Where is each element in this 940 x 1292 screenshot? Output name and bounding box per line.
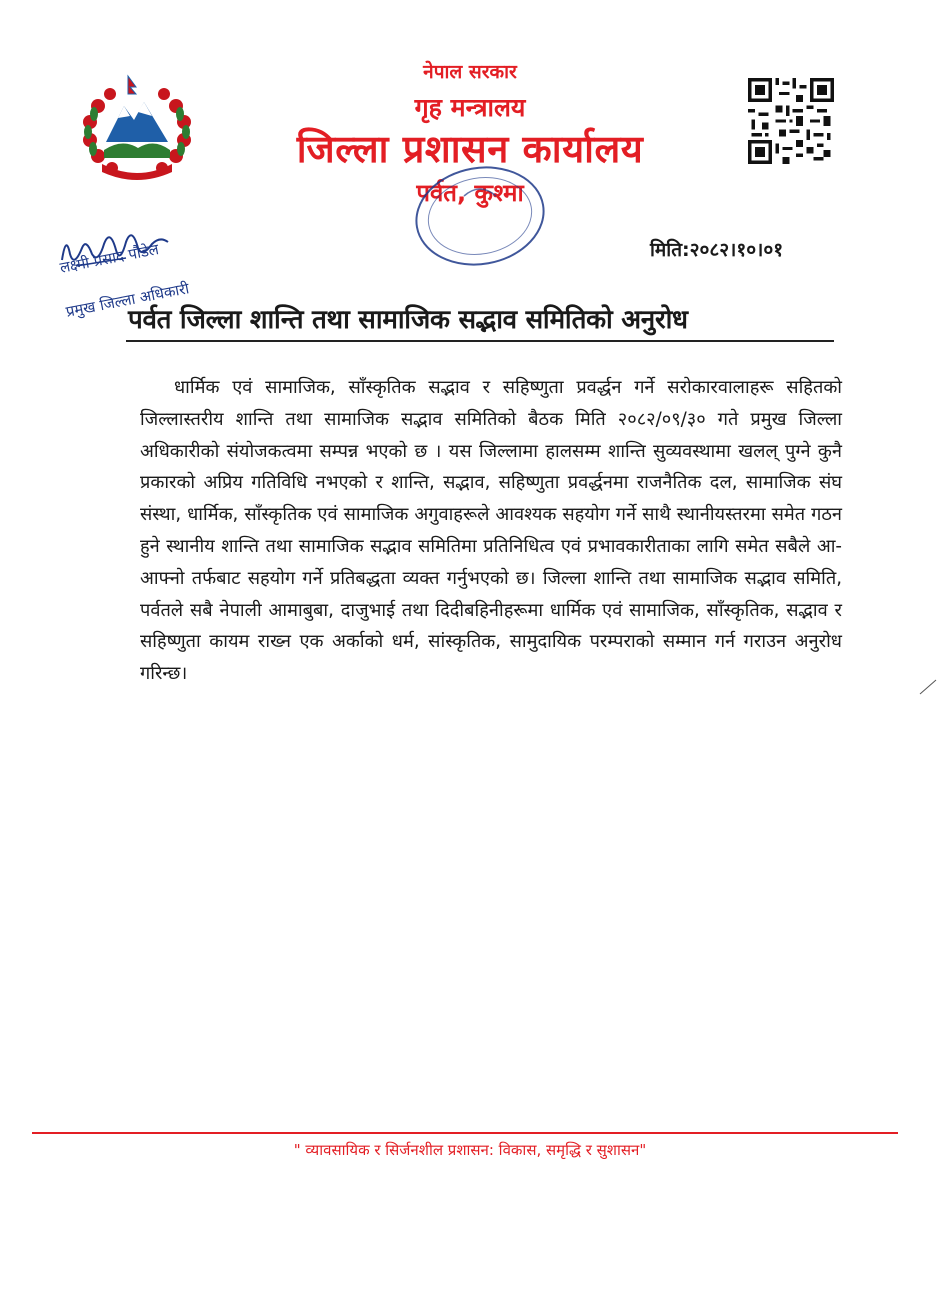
document-title: पर्वत जिल्ला शान्ति तथा सामाजिक सद्भाव समितिको अनुरोध bbox=[128, 305, 688, 335]
government-name: नेपाल सरकार bbox=[423, 61, 517, 83]
title-underline bbox=[126, 340, 834, 342]
office-location: पर्वत, कुश्मा bbox=[416, 179, 524, 207]
scan-mark bbox=[918, 676, 938, 696]
office-name: जिल्ला प्रशासन कार्यालय bbox=[296, 127, 644, 171]
document-date: मिति:२०८२।१०।०१ bbox=[650, 239, 784, 261]
ministry-name: गृह मन्त्रालय bbox=[414, 93, 526, 122]
footer-slogan: " व्यावसायिक र सिर्जनशील प्रशासन: विकास, समृद्धि र सुशासन" bbox=[293, 1141, 647, 1159]
body-paragraph: धार्मिक एवं सामाजिक, साँस्कृतिक सद्भाव र सहिष्णुता प्रवर्द्धन गर्ने सरोकारवालाहरू सहितको जिल्लास्तरीय शान्ति तथा सामाजिक सद्भाव समितिको बैठक मिति २०८२/०९/३० गते प्रमुख जिल्ला अधिकारीको संयोजकत्वमा सम्पन्न भएको छ । यस जिल्लामा हालसम्म शान्ति सुव्यवस्थामा खलल् पुग्ने कुनै प्रकारको अप्रिय गतिविधि नभएको र शान्ति, सद्भाव, सहिष्णुता प्रवर्द्धनमा राजनैतिक दल, सामाजिक संघ संस्था, धार्मिक, साँस्कृतिक एवं सामाजिक अगुवाहरूले आवश्यक सहयोग गर्ने साथै स्थानीयस्तरमा समेत गठन हुने स्थानीय शान्ति तथा सामाजिक सद्भाव समितिमा प्रतिनिधित्व एवं प्रभावकारीताका लागि समेत सबैले आ-आफ्नो तर्फबाट सहयोग गर्ने प्रतिबद्धता व्यक्त गर्नुभएको छ। जिल्ला शान्ति तथा सामाजिक सद्भाव समिति, पर्वतले सबै नेपाली आमाबुबा, दाजुभाई तथा दिदीबहिनीहरूमा धार्मिक एवं सामाजिक, साँस्कृतिक, सद्भाव र सहिष्णुता कायम राख्न एक अर्काको धर्म, सांस्कृतिक, सामुदायिक परम्पराको सम्मान गर्न गराउन अनुरोध गरिन्छ। bbox=[140, 377, 842, 685]
signatory-name: लक्ष्मी प्रसाद पौडेल bbox=[58, 240, 161, 277]
footer-divider bbox=[32, 1132, 898, 1134]
office-seal-stamp-icon bbox=[400, 160, 560, 278]
signatory-title: प्रमुख जिल्ला अधिकारी bbox=[64, 279, 191, 321]
